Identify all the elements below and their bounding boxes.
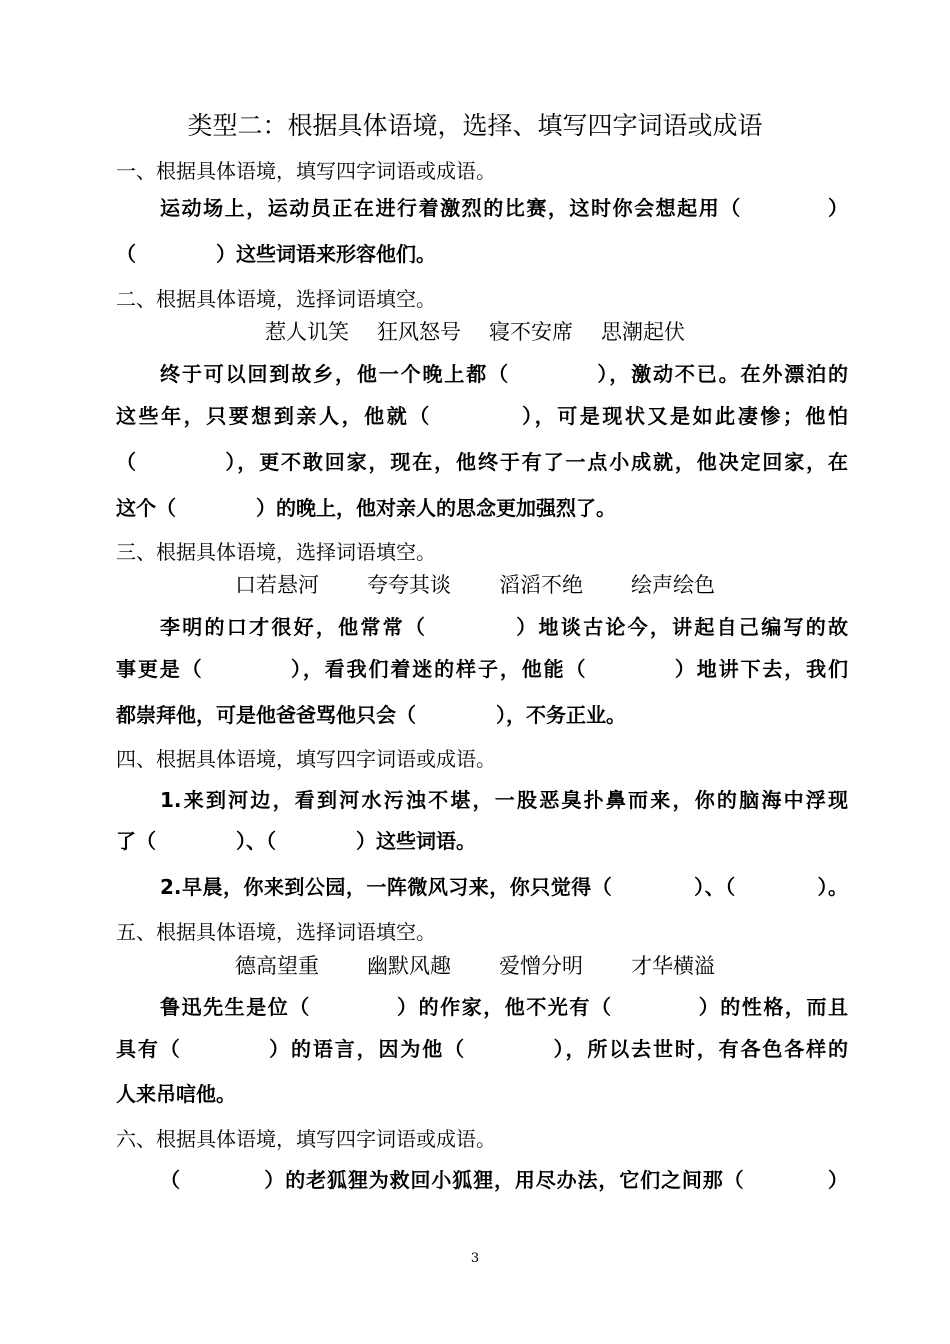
section-4-line-3: 2.早晨，你来到公园，一阵微风习来，你只觉得（ ）、（ ）。 <box>160 875 848 899</box>
section-6-line-1: （ ）的老狐狸为救回小狐狸，用尽办法，它们之间那（ ） <box>160 1168 848 1192</box>
section-1-line-1: 运动场上，运动员正在进行着激烈的比赛，这时你会想起用（ ） <box>160 196 848 220</box>
word-option: 幽默风趣 <box>367 954 451 978</box>
page-number: 3 <box>470 1251 480 1266</box>
section-4-line-1: 1.来到河边，看到河水污浊不堪，一股恶臭扑鼻而来，你的脑海中浮现 <box>160 788 848 812</box>
section-3-line-1: 李明的口才很好，他常常（ ）地谈古论今，讲起自己编写的故 <box>160 615 848 639</box>
word-option: 滔滔不绝 <box>499 573 583 597</box>
section-2-heading: 二、根据具体语境，选择词语填空。 <box>116 287 436 311</box>
section-3-line-2: 事更是（ ），看我们着迷的样子，他能（ ）地讲下去，我们 <box>116 657 848 681</box>
section-3-word-bank <box>0 570 950 600</box>
section-5-line-2: 具有（ ）的语言，因为他（ ），所以去世时，有各色各样的 <box>116 1037 848 1061</box>
section-3-heading: 三、根据具体语境，选择词语填空。 <box>116 540 436 564</box>
section-1-line-2: （ ）这些词语来形容他们。 <box>116 242 436 266</box>
section-4-heading: 四、根据具体语境，填写四字词语或成语。 <box>116 747 496 771</box>
word-option: 夸夸其谈 <box>367 573 451 597</box>
section-2-line-4: 这个（ ）的晚上，他对亲人的思念更加强烈了。 <box>116 496 616 520</box>
word-option: 惹人讥笑 <box>265 320 349 344</box>
section-5-word-bank <box>0 951 950 981</box>
section-2-line-3: （ ），更不敢回家，现在，他终于有了一点小成就，他决定回家，在 <box>116 450 848 474</box>
word-option: 思潮起伏 <box>601 320 685 344</box>
word-option: 口若悬河 <box>235 573 319 597</box>
section-4-line-2: 了（ ）、（ ）这些词语。 <box>116 829 476 853</box>
word-option: 爱憎分明 <box>499 954 583 978</box>
section-2-line-2: 这些年，只要想到亲人，他就（ ），可是现状又是如此凄惨；他怕 <box>116 404 848 428</box>
section-3-line-3: 都崇拜他，可是他爸爸骂他只会（ ），不务正业。 <box>116 703 626 727</box>
word-option: 德高望重 <box>235 954 319 978</box>
section-5-heading: 五、根据具体语境，选择词语填空。 <box>116 920 436 944</box>
page-title: 类型二：根据具体语境，选择、填写四字词语或成语 <box>187 111 763 140</box>
word-option: 绘声绘色 <box>631 573 715 597</box>
section-2-line-1: 终于可以回到故乡，他一个晚上都（ ），激动不已。在外漂泊的 <box>160 362 848 386</box>
word-option: 狂风怒号 <box>377 320 461 344</box>
section-5-line-1: 鲁迅先生是位（ ）的作家，他不光有（ ）的性格，而且 <box>160 995 848 1019</box>
section-5-line-3: 人来吊唁他。 <box>116 1082 236 1106</box>
section-2-word-bank <box>0 317 950 347</box>
section-6-heading: 六、根据具体语境，填写四字词语或成语。 <box>116 1127 496 1151</box>
section-1-heading: 一、根据具体语境，填写四字词语或成语。 <box>116 159 496 183</box>
word-option: 寝不安席 <box>489 320 573 344</box>
word-option: 才华横溢 <box>631 954 715 978</box>
